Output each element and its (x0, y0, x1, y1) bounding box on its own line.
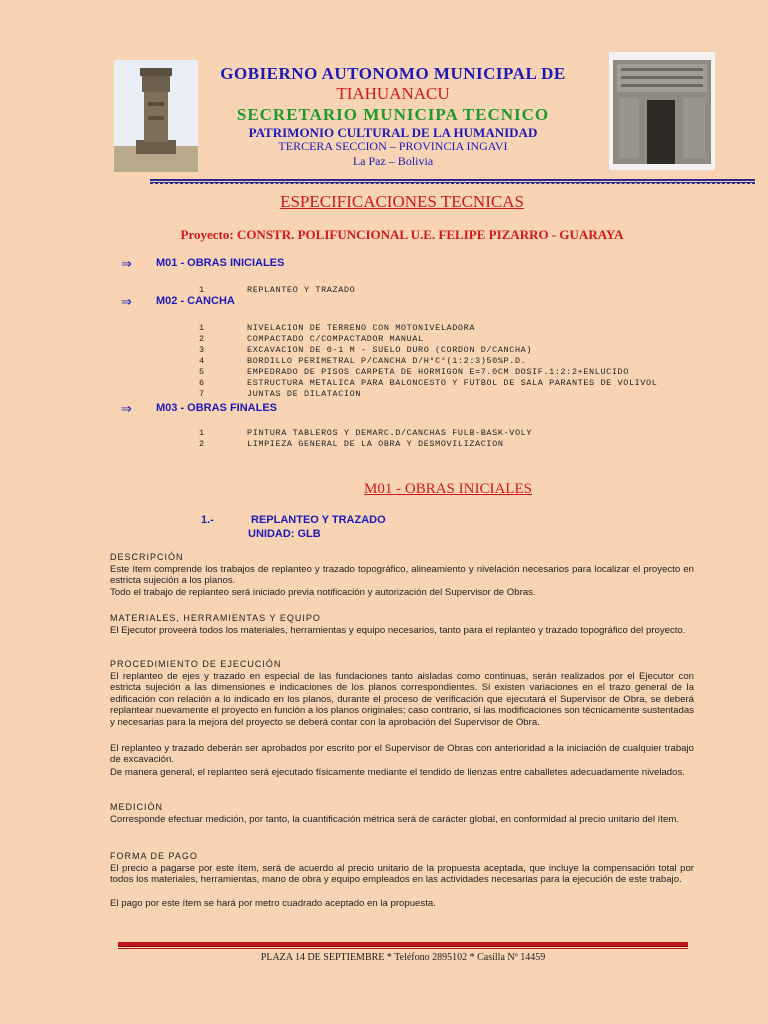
item-text: EMPEDRADO DE PISOS CARPETA DE HORMIGON E=7.0CM DOSIF.1:2:2+ENLUCIDO (247, 367, 629, 377)
arrow-icon: ⇒ (121, 294, 132, 309)
header-heritage: PATRIMONIO CULTURAL DE LA HUMANIDAD (248, 125, 538, 140)
header-divider-dashed (150, 183, 755, 184)
item-text: ESTRUCTURA METALICA PARA BALONCESTO Y FUTBOL DE SALA PARANTES DE VOLIVOL (247, 378, 658, 388)
module-heading: M01 - OBRAS INICIALES (156, 257, 285, 269)
paragraph: El Ejecutor proveerá todos los materiales, herramientas y equipo necesarios, tanto para el replanteo y trazado topográfico del proyecto. (110, 625, 686, 636)
subheading-medicion: MEDICIÓN (110, 802, 163, 812)
paragraph: Este ítem comprende los trabajos de replanteo y trazado topográfico, alineamiento y nivelación necesarios para localizar el proyecto en estricta sujeción a los planos. (110, 564, 694, 587)
item-number: 7 (199, 389, 205, 399)
subheading-forma-de-pago: FORMA DE PAGO (110, 851, 198, 861)
footer-divider (118, 942, 688, 947)
monolith-statue-image (114, 60, 198, 172)
item-number: 1 (199, 428, 205, 438)
item-number: 1 (199, 323, 205, 333)
item-number: 3 (199, 345, 205, 355)
item-number: 2 (199, 334, 205, 344)
item-text: NIVELACION DE TERRENO CON MOTONIVELADORA (247, 323, 476, 333)
item-text: PINTURA TABLEROS Y DEMARC.D/CANCHAS FULB-BASK-VOLY (247, 428, 533, 438)
item-text: COMPACTADO C/COMPACTADOR MANUAL (247, 334, 424, 344)
subheading-descripcion: DESCRIPCIÓN (110, 552, 184, 562)
item-number: 2 (199, 439, 205, 449)
paragraph: De manera general, el replanteo será ejecutado físicamente mediante el tendido de lienzas entre caballetes adecuadamente nivelados. (110, 767, 685, 778)
footer-divider-thin (118, 948, 688, 949)
item-number: 6 (199, 378, 205, 388)
arrow-icon: ⇒ (121, 256, 132, 271)
module-heading: M03 - OBRAS FINALES (156, 402, 278, 414)
header-secretariat: SECRETARIO MUNICIPA TECNICO (236, 105, 550, 124)
item-number: 1 (199, 285, 205, 295)
header-section: TERCERA SECCION – PROVINCIA INGAVI (278, 139, 508, 153)
subheading-procedimiento: PROCEDIMIENTO DE EJECUCIÓN (110, 659, 282, 669)
document-title: ESPECIFICACIONES TECNICAS (280, 192, 524, 211)
item-number: 4 (199, 356, 205, 366)
paragraph: El precio a pagarse por este ítem, será de acuerdo al precio unitario de la propuesta aceptada, que incluye la compensación total por todos los materiales, herramientas, mano de obra y equipo empleados en las actividades necesarias para la ejecución de este trabajo. (110, 863, 694, 886)
paragraph: Todo el trabajo de replanteo será iniciado previa notificación y autorización del Supervisor de Obras. (110, 587, 536, 598)
item-name: REPLANTEO Y TRAZADO (251, 514, 386, 526)
item-text: LIMPIEZA GENERAL DE LA OBRA Y DESMOVILIZACION (247, 439, 504, 449)
item-text: REPLANTEO Y TRAZADO (247, 285, 356, 295)
paragraph: Corresponde efectuar medición, por tanto, la cuantificación métrica será de carácter global, en conformidad al precio unitario del ítem. (110, 814, 679, 825)
section-title: M01 - OBRAS INICIALES (364, 481, 532, 497)
item-number: 1.- (201, 514, 214, 526)
project-name: Proyecto: CONSTR. POLIFUNCIONAL U.E. FELIPE PIZARRO - GUARAYA (180, 227, 624, 242)
module-heading: M02 - CANCHA (156, 295, 235, 307)
header-location: La Paz – Bolivia (352, 154, 434, 168)
footer-contact: PLAZA 14 DE SEPTIEMBRE * Teléfono 2895102 * Casilla Nº 14459 (260, 952, 546, 963)
header-municipality: GOBIERNO AUTONOMO MUNICIPAL DE (220, 64, 566, 83)
unit-label: UNIDAD: GLB (248, 528, 321, 540)
header-town: TIAHUANACU (336, 84, 450, 103)
arrow-icon: ⇒ (121, 401, 132, 416)
item-text: JUNTAS DE DILATACION (247, 389, 362, 399)
gate-of-the-sun-image (609, 52, 715, 170)
paragraph: El replanteo de ejes y trazado en especial de las fundaciones tanto aisladas como continuas, serán realizados por el Ejecutor con estricta sujeción a las dimensiones e indicaciones de los planos correspondientes. Si existen variaciones en el trazo general de la edificación con relación a lo indicado en los planos, durante el proceso de verificación que ejecutará el Supervisor de Obra, se deberá replantear nuevamente el proyecto en función a los planos originales; caso contrario, si las modificaciones son técnicamente sustentadas y necesarias para la mejora del proyecto se deberá contar con la aprobación del Supervisor de Obra. (110, 671, 694, 728)
paragraph: El replanteo y trazado deberán ser aprobados por escrito por el Supervisor de Obras con anterioridad a la iniciación de cualquier trabajo de excavación. (110, 743, 694, 766)
item-number: 5 (199, 367, 205, 377)
subheading-materiales: MATERIALES, HERRAMIENTAS Y EQUIPO (110, 613, 321, 623)
paragraph: El pago por este ítem se hará por metro cuadrado aceptado en la propuesta. (110, 898, 436, 909)
item-text: BORDILLO PERIMETRAL P/CANCHA D/H°C°(1:2:3)50%P.D. (247, 356, 527, 366)
item-text: EXCAVACION DE 0-1 M - SUELO DURO (CORDON D/CANCHA) (247, 345, 533, 355)
